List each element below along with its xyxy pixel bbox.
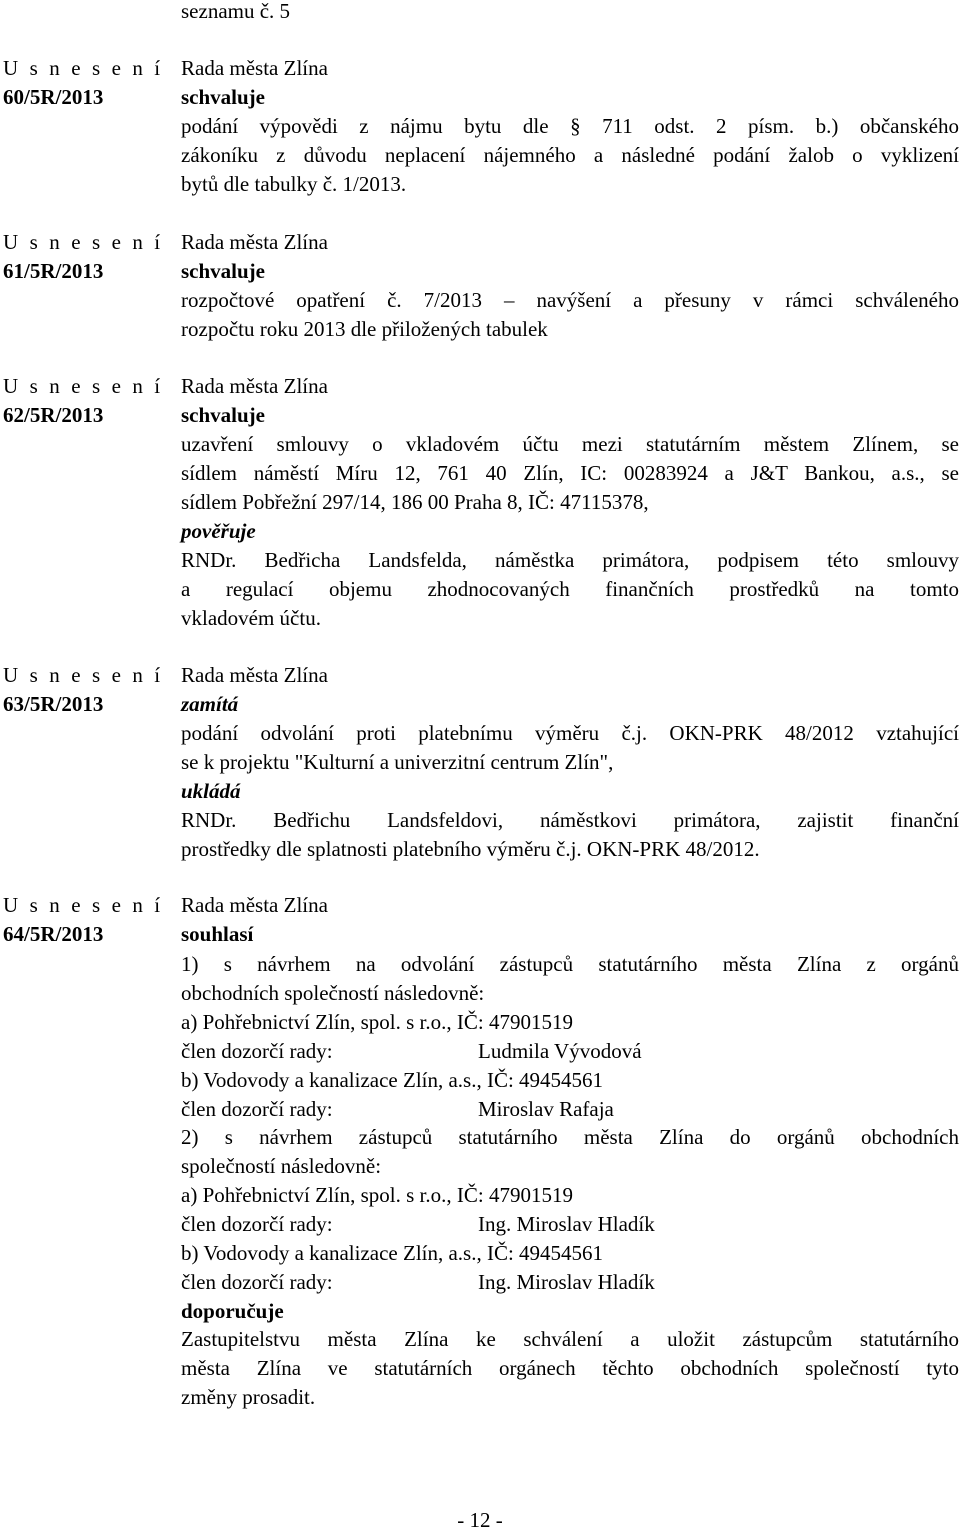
company-line: b) Vodovody a kanalizace Zlín, a.s., IČ: 49454561 <box>181 1068 604 1092</box>
board-member-row <box>181 1270 959 1294</box>
board-member-row <box>181 1212 959 1236</box>
resolution-text-line: a regulací objemu zhodnocovaných finančních prostředků na tomto <box>181 577 959 601</box>
verb-recommends: doporučuje <box>181 1299 284 1323</box>
council-heading: Rada města Zlína <box>181 230 328 254</box>
board-name: Ludmila Vývodová <box>478 1039 642 1063</box>
council-heading: Rada města Zlína <box>181 56 328 80</box>
verb-approves: schvaluje <box>181 259 265 283</box>
verb-approves: schvaluje <box>181 85 265 109</box>
board-role: člen dozorčí rady: <box>181 1212 333 1236</box>
resolution-text-line: 1) s návrhem na odvolání zástupců statutárního města Zlína z orgánů <box>181 952 959 976</box>
resolution-text-line: společností následovně: <box>181 1154 382 1178</box>
verb-instructs: ukládá <box>181 779 241 803</box>
verb-authorizes: pověřuje <box>181 519 256 543</box>
council-heading: Rada města Zlína <box>181 893 328 917</box>
resolution-title: U s n e s e n í <box>3 663 164 687</box>
resolution-text-line: vkladovém účtu. <box>181 606 321 630</box>
resolution-text-line: prostředky dle splatnosti platebního výměru č.j. OKN-PRK 48/2012. <box>181 837 760 861</box>
resolution-number: 62/5R/2013 <box>3 403 104 427</box>
resolution-text-line: zákoníku z důvodu neplacení nájemného a následné podání žalob o vyklizení <box>181 143 959 167</box>
board-member-row <box>181 1097 959 1121</box>
resolution-title: U s n e s e n í <box>3 893 164 917</box>
resolution-text-line: podání odvolání proti platebnímu výměru č.j. OKN-PRK 48/2012 vztahující <box>181 721 959 745</box>
page-number: - 12 - <box>457 1508 503 1532</box>
council-heading: Rada města Zlína <box>181 663 328 687</box>
board-name: Ing. Miroslav Hladík <box>478 1212 655 1236</box>
verb-approves: schvaluje <box>181 403 265 427</box>
resolution-title: U s n e s e n í <box>3 374 164 398</box>
resolution-text-line: RNDr. Bedřichu Landsfeldovi, náměstkovi primátora, zajistit finanční <box>181 808 959 832</box>
verb-rejects: zamítá <box>181 692 239 716</box>
company-line: b) Vodovody a kanalizace Zlín, a.s., IČ: 49454561 <box>181 1241 604 1265</box>
resolution-text-line: sídlem Pobřežní 297/14, 186 00 Praha 8, IČ: 47115378, <box>181 490 649 514</box>
board-role: člen dozorčí rady: <box>181 1097 333 1121</box>
resolution-title: U s n e s e n í <box>3 56 164 80</box>
board-member-row <box>181 1039 959 1063</box>
resolution-title: U s n e s e n í <box>3 230 164 254</box>
board-role: člen dozorčí rady: <box>181 1039 333 1063</box>
company-line: a) Pohřebnictví Zlín, spol. s r.o., IČ: 47901519 <box>181 1010 573 1034</box>
resolution-text-line: obchodních společností následovně: <box>181 981 485 1005</box>
resolution-text-line: uzavření smlouvy o vkladovém účtu mezi statutárním městem Zlínem, se <box>181 432 959 456</box>
resolution-text-line: změny prosadit. <box>181 1385 316 1409</box>
resolution-text-line: podání výpovědi z nájmu bytu dle § 711 odst. 2 písm. b.) občanského <box>181 114 959 138</box>
council-heading: Rada města Zlína <box>181 374 328 398</box>
resolution-text-line: 2) s návrhem zástupců statutárního města Zlína do orgánů obchodních <box>181 1125 959 1149</box>
resolution-text-line: rozpočtu roku 2013 dle přiložených tabulek <box>181 317 548 341</box>
resolution-number: 61/5R/2013 <box>3 259 104 283</box>
board-name: Miroslav Rafaja <box>478 1097 614 1121</box>
resolution-text-line: se k projektu "Kulturní a univerzitní centrum Zlín", <box>181 750 614 774</box>
resolution-text-line: rozpočtové opatření č. 7/2013 – navýšení a přesuny v rámci schváleného <box>181 288 959 312</box>
board-name: Ing. Miroslav Hladík <box>478 1270 655 1294</box>
resolution-number: 63/5R/2013 <box>3 692 104 716</box>
resolution-number: 64/5R/2013 <box>3 922 104 946</box>
resolution-text-line: sídlem náměstí Míru 12, 761 40 Zlín, IC: 00283924 a J&T Bankou, a.s., se <box>181 461 959 485</box>
resolution-text-line: Zastupitelstvu města Zlína ke schválení a uložit zástupcům statutárního <box>181 1327 959 1351</box>
verb-agrees: souhlasí <box>181 922 254 946</box>
resolution-text-line: města Zlína ve statutárních orgánech těchto obchodních společností tyto <box>181 1356 959 1380</box>
resolution-number: 60/5R/2013 <box>3 85 104 109</box>
continuation-text: seznamu č. 5 <box>181 0 291 23</box>
resolution-text-line: bytů dle tabulky č. 1/2013. <box>181 172 407 196</box>
company-line: a) Pohřebnictví Zlín, spol. s r.o., IČ: 47901519 <box>181 1183 573 1207</box>
board-role: člen dozorčí rady: <box>181 1270 333 1294</box>
resolution-text-line: RNDr. Bedřicha Landsfelda, náměstka primátora, podpisem této smlouvy <box>181 548 959 572</box>
